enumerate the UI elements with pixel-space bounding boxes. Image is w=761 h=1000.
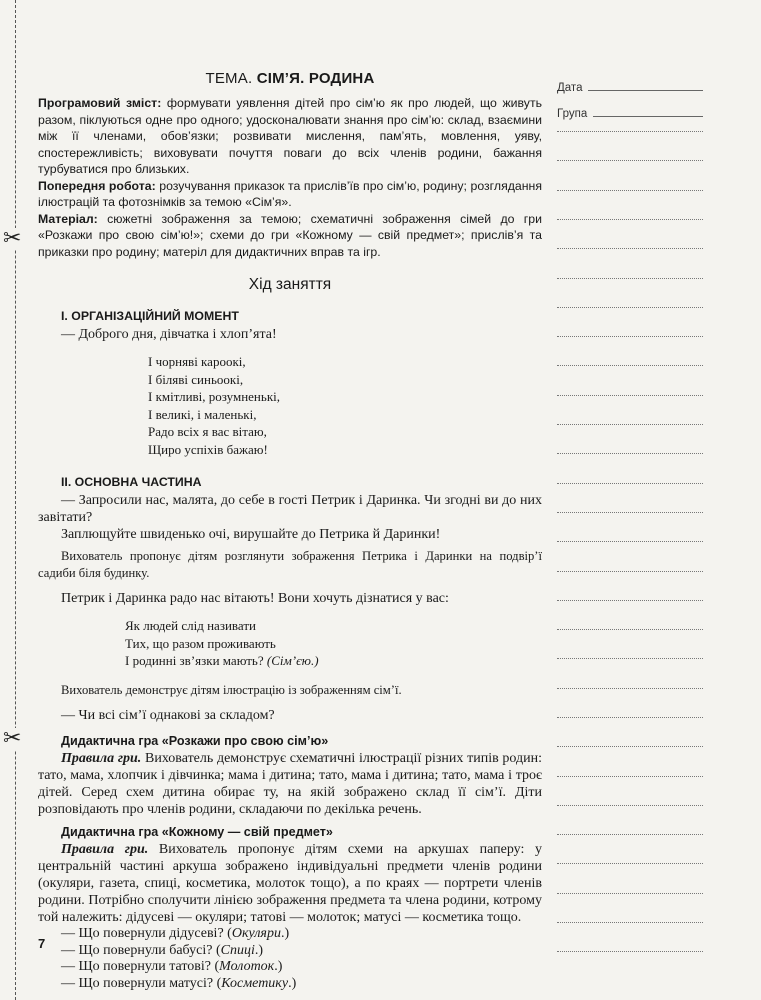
poem-answer: (Сім’єю.) xyxy=(266,653,319,668)
riddle-poem xyxy=(125,617,542,670)
materials xyxy=(38,211,542,261)
program-content xyxy=(38,95,542,178)
program-label: Програмовий зміст: xyxy=(38,96,162,110)
material-text: сюжетні зображення за темою; схематичні зображення сімей до гри «Розкажи про свою сім’ю!»; схеми до гри «Кожному — свій предмет»; прислів’я та приказки про родину; матеріл для дидактичних вправ та ігр. xyxy=(38,211,542,259)
teacher-note: Вихователь пропонує дітям розглянути зображення Петрика і Даринки на подвір’ї садиби біля будинку. xyxy=(38,549,542,580)
list-item: — Що повернули матусі? (Косметику.) xyxy=(61,975,297,991)
lesson-heading: Хід заняття xyxy=(248,276,332,293)
page-number: 7 xyxy=(38,936,46,951)
paragraph: Заплющуйте швиденько очі, вирушайте до Петрика й Даринки! xyxy=(61,527,441,542)
rules-text: Вихователь демонструє схематичні ілюстрації різних типів родин: тато, мама, хлопчик і дівчинка; мама і дитина; тато, мама і дитина; тато, мама і троє дітей. Серед схем дитина обирає ту, на якій зображено склад її сім’ї. Діти розповідають про членів родини, складаючи по декілька речень. xyxy=(38,751,542,817)
notes-line xyxy=(557,307,703,308)
poem-line xyxy=(125,652,542,670)
game1-rules xyxy=(38,750,542,818)
poem-line-text: І родинні зв’язки мають? xyxy=(125,653,264,668)
notes-line xyxy=(557,453,703,454)
part1-heading: І. ОРГАНІЗАЦІЙНИЙ МОМЕНТ xyxy=(61,309,239,323)
notes-line xyxy=(557,190,703,191)
poem-line: Тих, що разом проживають xyxy=(125,635,276,651)
notes-line xyxy=(557,805,703,806)
greeting: — Доброго дня, дівчатка і хлоп’ята! xyxy=(61,327,277,342)
program-text: формувати уявлення дітей про сім’ю як про людей, що живуть разом, піклуються одне про одного; удосконалювати знання про сім’ю: склад, взаємини між її членами, обов’язки; розвивати мислення, пам’ять, мовлення, уяву, спостережливість; виховувати почуття поваги до всіх членів родини, бажання турбуватися про близьких. xyxy=(38,96,542,176)
poem-line: Щиро успіхів бажаю! xyxy=(148,441,268,457)
notes-line xyxy=(557,746,703,747)
page-title xyxy=(38,70,542,87)
group-label: Група xyxy=(557,108,588,120)
notes-column xyxy=(557,70,703,120)
poem-line: І чорняві кароокі, xyxy=(148,354,246,369)
notes-line xyxy=(557,922,703,923)
notes-line xyxy=(557,483,703,484)
list-item: — Що повернули татові? (Молоток.) xyxy=(61,959,283,974)
notes-line xyxy=(557,951,703,952)
game1-title: Дидактична гра «Розкажи про свою сім’ю» xyxy=(61,734,329,748)
notes-line xyxy=(557,863,703,864)
game2-rules xyxy=(38,841,542,926)
notes-line xyxy=(557,160,703,161)
prior-label: Попередня робота: xyxy=(38,178,156,193)
cut-line xyxy=(15,0,16,1000)
notes-line xyxy=(557,600,703,601)
notes-line xyxy=(557,571,703,572)
paragraph: Петрик і Даринка радо нас вітають! Вони хочуть дізнатися у вас: xyxy=(61,591,449,606)
prior-work xyxy=(38,178,542,211)
notes-line xyxy=(557,131,703,132)
scissors-icon: ✂ xyxy=(3,726,22,751)
paragraph: — Запросили нас, малята, до себе в гості Петрик і Даринка. Чи згодні ви до них завітати? xyxy=(38,493,542,525)
date-label: Дата xyxy=(557,82,583,94)
notes-line xyxy=(557,688,703,689)
notes-line xyxy=(557,336,703,337)
prior-text: розучування приказок та прислів’їв про сім’ю, родину; розглядання ілюстрацій та фотознімків за темою «Сім’я». xyxy=(38,178,542,209)
notes-line xyxy=(557,541,703,542)
greeting-poem xyxy=(148,353,542,458)
rules-label: Правила гри. xyxy=(61,842,149,857)
notes-line xyxy=(557,893,703,894)
notes-line xyxy=(557,278,703,279)
notes-line xyxy=(557,658,703,659)
poem-line: І великі, і маленькі, xyxy=(148,406,257,422)
notes-line xyxy=(557,717,703,718)
poem-line: І біляві синьоокі, xyxy=(148,371,244,387)
notes-line xyxy=(557,834,703,835)
notes-line xyxy=(557,248,703,249)
notes-line xyxy=(557,776,703,777)
group-field[interactable] xyxy=(557,96,703,120)
notes-line xyxy=(557,629,703,630)
poem-line: Як людей слід називати xyxy=(125,618,256,633)
title-topic: СІМ’Я. РОДИНА xyxy=(256,70,375,87)
notes-line xyxy=(557,219,703,220)
list-item: — Що повернули дідусеві? (Окуляри.) xyxy=(61,926,290,941)
scissors-icon: ✂ xyxy=(3,226,22,251)
part2-heading: ІІ. ОСНОВНА ЧАСТИНА xyxy=(61,475,202,489)
notes-line xyxy=(557,424,703,425)
material-label: Матеріал: xyxy=(38,211,98,226)
lesson-content xyxy=(38,70,542,992)
notes-line xyxy=(557,395,703,396)
teacher-note: Вихователь демонструє дітям ілюстрацію із зображенням сім’ї. xyxy=(61,682,402,697)
poem-line: Радо всіх я вас вітаю, xyxy=(148,424,267,439)
date-field[interactable] xyxy=(557,70,703,94)
lesson-meta xyxy=(38,95,542,260)
title-prefix: ТЕМА. xyxy=(205,70,253,87)
poem-line: І кмітливі, розумненькі, xyxy=(148,389,280,404)
game2-title: Дидактична гра «Кожному — свій предмет» xyxy=(61,825,333,839)
rules-text: Вихователь пропонує дітям схеми на аркушах паперу: у центральній частині аркуша зображено індивідуальні предмети членів родини (окуляри, газета, спиці, косметика, молоток тощо), а по краях — портрети членів родини. Потрібно сполучити лінією зображення предмета та члена родини, котрому той належить: дідусеві — окуляри; татові — молоток; матусі — косметика тощо. xyxy=(38,842,542,925)
rules-label: Правила гри. xyxy=(61,751,142,766)
notes-line xyxy=(557,512,703,513)
question: — Чи всі сім’ї однакові за складом? xyxy=(61,708,275,723)
notes-line xyxy=(557,365,703,366)
question-list xyxy=(38,926,542,992)
list-item: — Що повернули бабусі? (Спиці.) xyxy=(61,942,264,958)
